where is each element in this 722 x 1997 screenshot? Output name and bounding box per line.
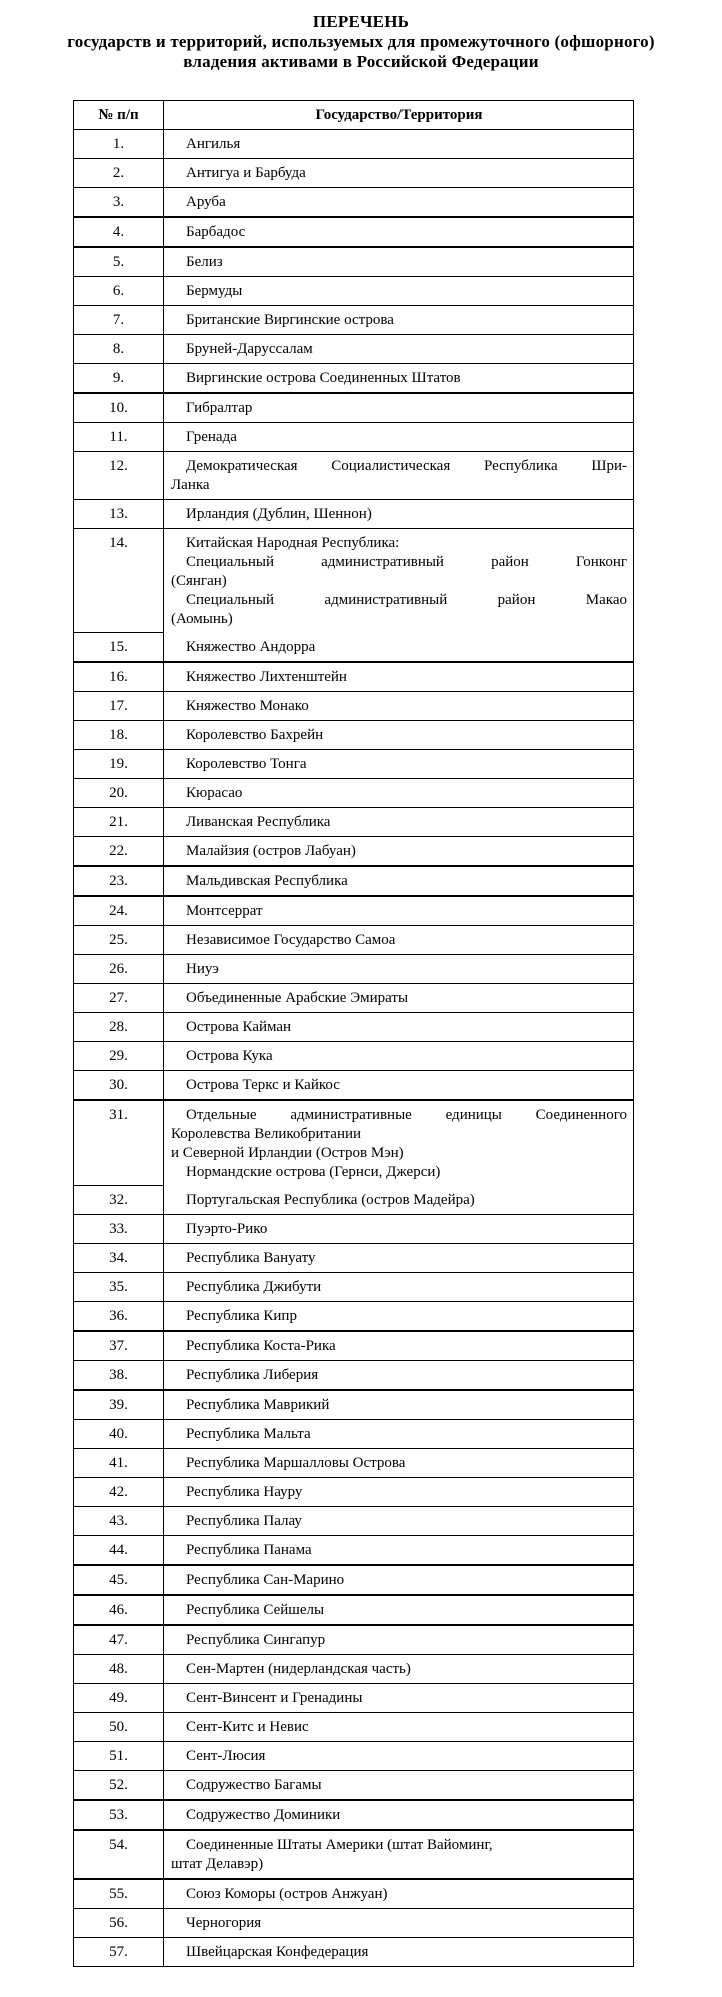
table-row xyxy=(74,1042,633,1071)
territory-line: Демократическая Социалистическая Республика Шри- xyxy=(186,458,627,474)
table-row xyxy=(74,1536,633,1566)
territory-name xyxy=(164,364,633,392)
territory-line: Специальный административный район Макао xyxy=(186,592,627,608)
territory-line: Британские Виргинские острова xyxy=(186,312,394,328)
table-row xyxy=(74,837,633,867)
territory-name xyxy=(164,423,633,451)
territory-line: Острова Кука xyxy=(186,1048,273,1064)
table-row xyxy=(74,1302,633,1332)
table-row xyxy=(74,955,633,984)
table-row xyxy=(74,394,633,423)
row-number: 25. xyxy=(74,926,164,954)
row-number: 49. xyxy=(74,1684,164,1712)
table-row xyxy=(74,1771,633,1801)
table-row xyxy=(74,335,633,364)
table-row xyxy=(74,1478,633,1507)
table-row xyxy=(74,1655,633,1684)
territory-line: Малайзия (остров Лабуан) xyxy=(186,843,356,859)
territory-line: Содружество Доминики xyxy=(186,1807,341,1823)
table-row xyxy=(74,1420,633,1449)
table-row xyxy=(74,1831,633,1880)
territory-line: Королевства Великобритании xyxy=(171,1126,362,1142)
territory-name xyxy=(164,1101,633,1186)
row-number: 3. xyxy=(74,188,164,216)
row-number: 10. xyxy=(74,394,164,422)
territory-line: Монтсеррат xyxy=(186,903,263,919)
row-number: 8. xyxy=(74,335,164,363)
territory-line: Ливанская Республика xyxy=(186,814,331,830)
territory-name xyxy=(164,663,633,691)
table-row xyxy=(74,1801,633,1831)
territory-line: Острова Теркс и Кайкос xyxy=(186,1077,340,1093)
territory-name xyxy=(164,1536,633,1564)
row-number: 41. xyxy=(74,1449,164,1477)
territory-line: Швейцарская Конфедерация xyxy=(186,1944,369,1960)
territory-name xyxy=(164,1302,633,1330)
territory-line: Сент-Люсия xyxy=(186,1748,266,1764)
row-number: 30. xyxy=(74,1071,164,1099)
row-number: 45. xyxy=(74,1566,164,1594)
row-number: 12. xyxy=(74,452,164,499)
row-number: 1. xyxy=(74,130,164,158)
row-number: 39. xyxy=(74,1391,164,1419)
table-row xyxy=(74,277,633,306)
row-number: 36. xyxy=(74,1302,164,1330)
territory-line: Соединенные Штаты Америки (штат Вайоминг, xyxy=(186,1837,493,1853)
table-row xyxy=(74,452,633,500)
territory-line: Республика Сингапур xyxy=(186,1632,326,1648)
territory-name xyxy=(164,779,633,807)
title-line-1: ПЕРЕЧЕНЬ xyxy=(312,12,410,31)
table-row xyxy=(74,926,633,955)
territory-line: Барбадос xyxy=(186,224,246,240)
territory-name xyxy=(164,1186,633,1214)
table-row xyxy=(74,1391,633,1420)
territory-line: Китайская Народная Республика: xyxy=(186,535,400,551)
row-number: 23. xyxy=(74,867,164,895)
territory-line: (Сянган) xyxy=(171,573,227,589)
territory-name xyxy=(164,926,633,954)
row-number: 34. xyxy=(74,1244,164,1272)
row-number: 40. xyxy=(74,1420,164,1448)
table-row xyxy=(74,1938,633,1966)
row-number: 38. xyxy=(74,1361,164,1389)
territory-line: Сент-Китс и Невис xyxy=(186,1719,309,1735)
territory-name xyxy=(164,1042,633,1070)
table-row xyxy=(74,130,633,159)
row-number: 33. xyxy=(74,1215,164,1243)
territory-line: Республика Палау xyxy=(186,1513,302,1529)
territory-line: Республика Науру xyxy=(186,1484,303,1500)
territory-name xyxy=(164,692,633,720)
territory-name xyxy=(164,1420,633,1448)
row-number: 29. xyxy=(74,1042,164,1070)
territory-name xyxy=(164,1596,633,1624)
territory-line: Кюрасао xyxy=(186,785,243,801)
table-row xyxy=(74,423,633,452)
territory-name xyxy=(164,1742,633,1770)
table-row xyxy=(74,1332,633,1361)
row-number: 48. xyxy=(74,1655,164,1683)
territory-line: Княжество Монако xyxy=(186,698,309,714)
territory-line: Острова Кайман xyxy=(186,1019,292,1035)
table-row xyxy=(74,188,633,218)
territory-name xyxy=(164,1361,633,1389)
territory-name xyxy=(164,955,633,983)
row-number: 5. xyxy=(74,248,164,276)
territory-line: Португальская Республика (остров Мадейра) xyxy=(186,1192,475,1208)
row-number: 32. xyxy=(74,1186,164,1214)
row-number: 51. xyxy=(74,1742,164,1770)
territory-line: Ланка xyxy=(171,477,210,493)
table-row xyxy=(74,1186,633,1215)
table-row xyxy=(74,808,633,837)
row-number: 6. xyxy=(74,277,164,305)
table-header-row xyxy=(74,101,633,130)
territory-name xyxy=(164,1880,633,1908)
territory-name xyxy=(164,750,633,778)
row-number: 9. xyxy=(74,364,164,392)
territory-line: Республика Либерия xyxy=(186,1367,319,1383)
table-row xyxy=(74,1013,633,1042)
table-row xyxy=(74,1507,633,1536)
territory-name xyxy=(164,452,633,499)
table-body xyxy=(74,130,633,1966)
territory-line: Сент-Винсент и Гренадины xyxy=(186,1690,363,1706)
territory-name xyxy=(164,1391,633,1419)
territory-name xyxy=(164,1566,633,1594)
table-row xyxy=(74,721,633,750)
row-number: 31. xyxy=(74,1101,164,1186)
territory-line: Специальный административный район Гонконг xyxy=(186,554,627,570)
row-number: 43. xyxy=(74,1507,164,1535)
territories-table xyxy=(73,100,634,1967)
row-number: 7. xyxy=(74,306,164,334)
territory-name xyxy=(164,1771,633,1799)
row-number: 35. xyxy=(74,1273,164,1301)
row-number: 46. xyxy=(74,1596,164,1624)
territory-line: Пуэрто-Рико xyxy=(186,1221,268,1237)
title-line-2: государств и территорий, используемых для промежуточного (офшорного) xyxy=(67,32,655,51)
territory-line: Нормандские острова (Гернси, Джерси) xyxy=(186,1164,441,1180)
territory-name xyxy=(164,1273,633,1301)
territory-name xyxy=(164,1684,633,1712)
territory-line: Ирландия (Дублин, Шеннон) xyxy=(186,506,372,522)
territory-name xyxy=(164,1332,633,1360)
row-number: 21. xyxy=(74,808,164,836)
row-number: 2. xyxy=(74,159,164,187)
territory-line: Объединенные Арабские Эмираты xyxy=(186,990,409,1006)
territory-line: Гибралтар xyxy=(186,400,253,416)
territory-line: Антигуа и Барбуда xyxy=(186,165,306,181)
row-number: 42. xyxy=(74,1478,164,1506)
table-row xyxy=(74,1215,633,1244)
territory-name xyxy=(164,500,633,528)
row-number: 20. xyxy=(74,779,164,807)
territory-name xyxy=(164,867,633,895)
row-number: 24. xyxy=(74,897,164,925)
territory-line: Республика Коста-Рика xyxy=(186,1338,336,1354)
territory-name xyxy=(164,837,633,865)
row-number: 22. xyxy=(74,837,164,865)
territory-line: Республика Панама xyxy=(186,1542,312,1558)
row-number: 57. xyxy=(74,1938,164,1966)
territory-line: и Северной Ирландии (Остров Мэн) xyxy=(171,1145,404,1161)
row-number: 56. xyxy=(74,1909,164,1937)
row-number: 18. xyxy=(74,721,164,749)
territory-name xyxy=(164,218,633,246)
row-number: 16. xyxy=(74,663,164,691)
territory-line: Республика Сан-Марино xyxy=(186,1572,345,1588)
territory-line: Княжество Андорра xyxy=(186,639,316,655)
table-row xyxy=(74,159,633,188)
territory-name xyxy=(164,1938,633,1966)
table-row xyxy=(74,984,633,1013)
table-row xyxy=(74,306,633,335)
row-number: 55. xyxy=(74,1880,164,1908)
table-row xyxy=(74,663,633,692)
territory-name xyxy=(164,130,633,158)
table-row xyxy=(74,364,633,394)
territory-line: Королевство Бахрейн xyxy=(186,727,324,743)
territory-name xyxy=(164,1713,633,1741)
territory-line: Бермуды xyxy=(186,283,243,299)
territory-name xyxy=(164,188,633,216)
territory-line: Мальдивская Республика xyxy=(186,873,348,889)
territory-name xyxy=(164,394,633,422)
row-number: 52. xyxy=(74,1771,164,1799)
row-number: 17. xyxy=(74,692,164,720)
territory-line: Ангилья xyxy=(186,136,241,152)
table-row xyxy=(74,779,633,808)
document-title xyxy=(0,0,722,72)
territory-line: Виргинские острова Соединенных Штатов xyxy=(186,370,461,386)
row-number: 15. xyxy=(74,633,164,661)
table-row xyxy=(74,1244,633,1273)
table-row xyxy=(74,867,633,897)
territory-line: Содружество Багамы xyxy=(186,1777,322,1793)
territory-line: Отдельные административные единицы Соединенного xyxy=(186,1107,627,1123)
territory-line: Королевство Тонга xyxy=(186,756,307,772)
table-row xyxy=(74,1449,633,1478)
territory-line: Республика Мальта xyxy=(186,1426,311,1442)
territory-name xyxy=(164,1909,633,1937)
territory-line: Союз Коморы (остров Анжуан) xyxy=(186,1886,388,1902)
row-number: 28. xyxy=(74,1013,164,1041)
territory-name xyxy=(164,721,633,749)
territory-name xyxy=(164,159,633,187)
title-line-3: владения активами в Российской Федерации xyxy=(183,52,539,71)
territory-line: Республика Вануату xyxy=(186,1250,316,1266)
territory-name xyxy=(164,897,633,925)
table-row xyxy=(74,750,633,779)
table-row xyxy=(74,248,633,277)
table-row xyxy=(74,529,633,633)
territory-line: Республика Сейшелы xyxy=(186,1602,325,1618)
territory-line: Республика Маршалловы Острова xyxy=(186,1455,406,1471)
territory-name xyxy=(164,306,633,334)
table-row xyxy=(74,1566,633,1596)
territory-line: Республика Джибути xyxy=(186,1279,322,1295)
column-header-number: № п/п xyxy=(74,101,164,129)
row-number: 47. xyxy=(74,1626,164,1654)
table-row xyxy=(74,1071,633,1101)
territory-name xyxy=(164,335,633,363)
table-row xyxy=(74,1596,633,1626)
territory-name xyxy=(164,808,633,836)
territory-name xyxy=(164,529,633,633)
row-number: 27. xyxy=(74,984,164,1012)
table-row xyxy=(74,218,633,248)
table-row xyxy=(74,1361,633,1391)
table-row xyxy=(74,1880,633,1909)
territory-line: Аруба xyxy=(186,194,226,210)
row-number: 37. xyxy=(74,1332,164,1360)
territory-name xyxy=(164,1478,633,1506)
table-row xyxy=(74,1713,633,1742)
table-row xyxy=(74,897,633,926)
table-row xyxy=(74,1626,633,1655)
territory-name xyxy=(164,633,633,661)
territory-line: Республика Кипр xyxy=(186,1308,297,1324)
territory-name xyxy=(164,1449,633,1477)
territory-name xyxy=(164,1215,633,1243)
territory-line: Бруней-Даруссалам xyxy=(186,341,313,357)
territory-name xyxy=(164,248,633,276)
row-number: 4. xyxy=(74,218,164,246)
territory-name xyxy=(164,1013,633,1041)
territory-line: Гренада xyxy=(186,429,237,445)
territory-line: Независимое Государство Самоа xyxy=(186,932,396,948)
territory-name xyxy=(164,1244,633,1272)
table-row xyxy=(74,692,633,721)
territory-line: Республика Маврикий xyxy=(186,1397,330,1413)
territory-line: Черногория xyxy=(186,1915,262,1931)
territory-name xyxy=(164,1071,633,1099)
row-number: 54. xyxy=(74,1831,164,1878)
territory-name xyxy=(164,1831,633,1878)
territory-name xyxy=(164,277,633,305)
table-row xyxy=(74,633,633,663)
column-header-territory: Государство/Территория xyxy=(315,107,483,123)
table-row xyxy=(74,500,633,529)
territory-name xyxy=(164,1801,633,1829)
table-row xyxy=(74,1684,633,1713)
territory-line: Белиз xyxy=(186,254,223,270)
row-number: 11. xyxy=(74,423,164,451)
table-row xyxy=(74,1273,633,1302)
table-row xyxy=(74,1909,633,1938)
territory-name xyxy=(164,984,633,1012)
row-number: 26. xyxy=(74,955,164,983)
territory-line: Княжество Лихтенштейн xyxy=(186,669,347,685)
territory-name xyxy=(164,1626,633,1654)
territory-line: Сен-Мартен (нидерландская часть) xyxy=(186,1661,411,1677)
row-number: 19. xyxy=(74,750,164,778)
territory-line: Ниуэ xyxy=(186,961,219,977)
row-number: 50. xyxy=(74,1713,164,1741)
row-number: 13. xyxy=(74,500,164,528)
territory-name xyxy=(164,1507,633,1535)
territory-line: (Аомынь) xyxy=(171,611,233,627)
table-row xyxy=(74,1742,633,1771)
row-number: 53. xyxy=(74,1801,164,1829)
territory-line: штат Делавэр) xyxy=(171,1856,264,1872)
row-number: 14. xyxy=(74,529,164,633)
table-row xyxy=(74,1101,633,1186)
row-number: 44. xyxy=(74,1536,164,1564)
territory-name xyxy=(164,1655,633,1683)
